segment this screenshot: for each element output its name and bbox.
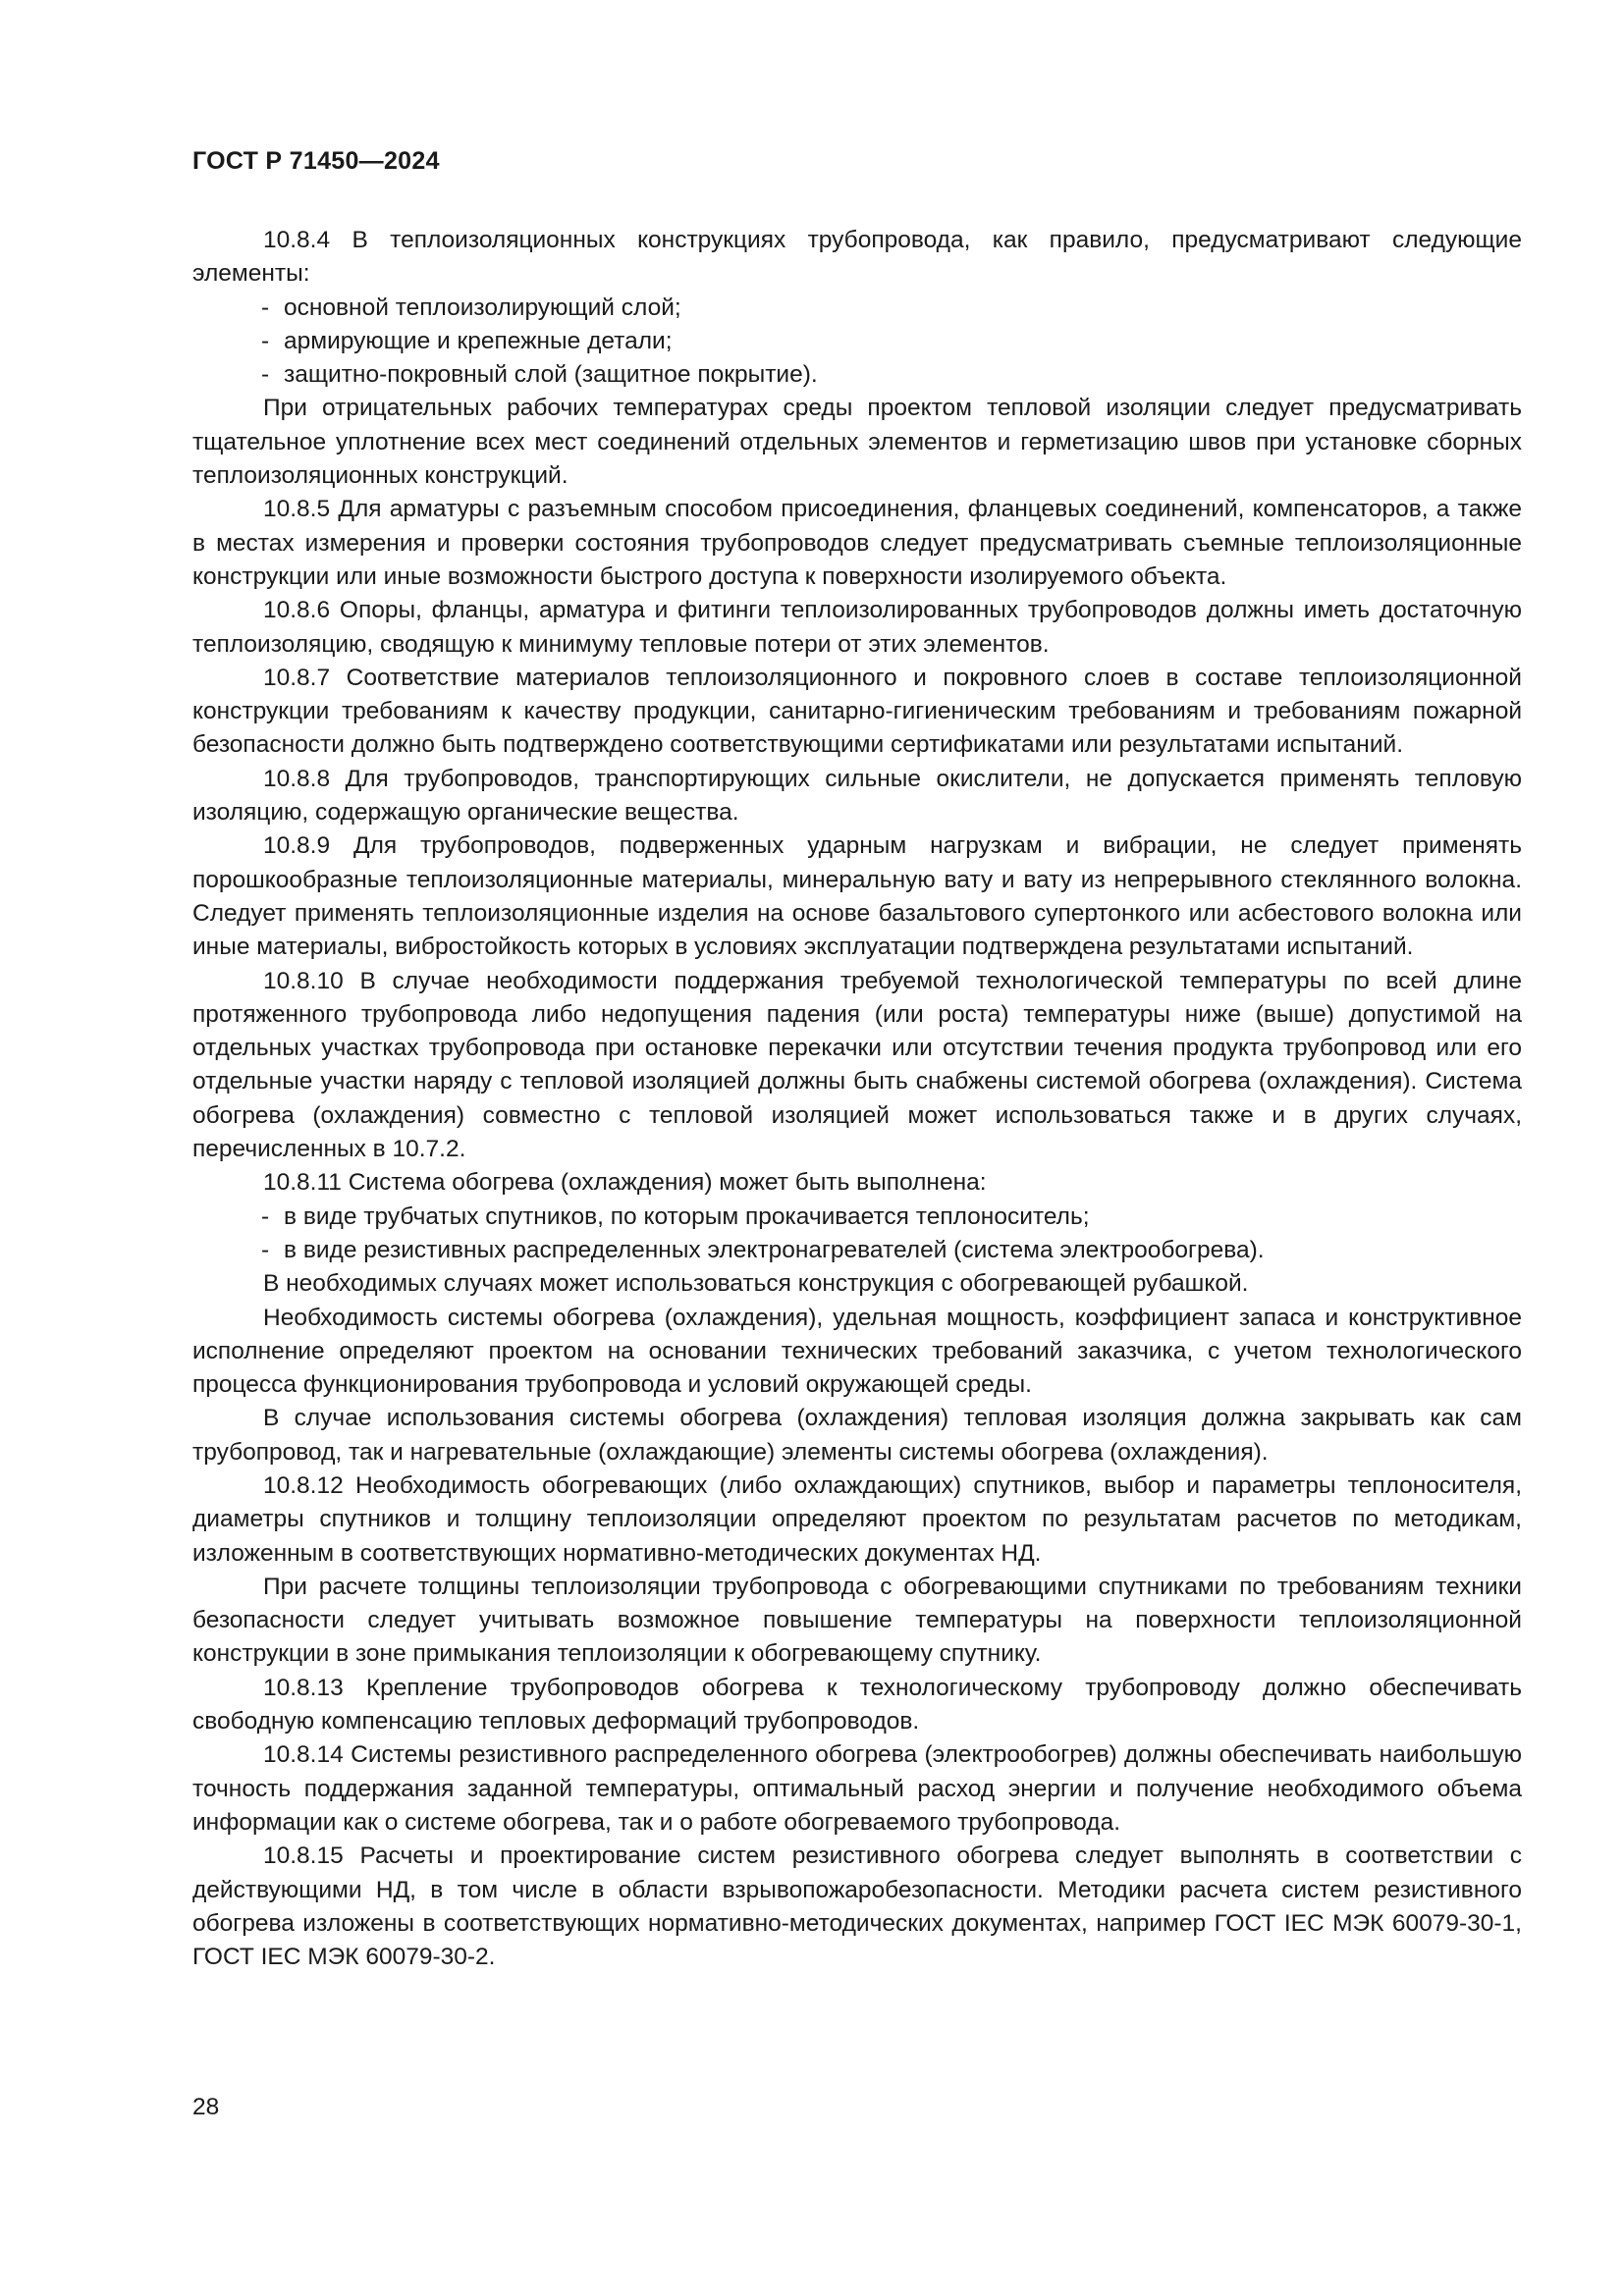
paragraph: 10.8.7 Соответствие материалов теплоизоляционного и покровного слоев в составе теплоизоляционной конструкции требованиям к качеству продукции, санитарно-гигиеническим требованиям и требованиям пожарной безопасности должно быть подтверждено соответствующими сертификатами или результатами испытаний. bbox=[192, 664, 1522, 759]
paragraph: 10.8.10 В случае необходимости поддержания требуемой технологической температуры по всей длине протяженного трубопровода либо недопущения падения (или роста) температуры ниже (выше) допустимой на отдельных участках трубопровода при остановке перекачки или отсутствии течения продукта трубопровод или его отдельные участки наряду с тепловой изоляцией должны быть снабжены системой обогрева (охлаждения). Система обогрева (охлаждения) совместно с тепловой изоляцией может использоваться также и в других случаях, перечисленных в 10.7.2. bbox=[192, 967, 1522, 1163]
list-item bbox=[192, 358, 1522, 392]
list-item bbox=[192, 325, 1522, 358]
paragraph: 10.8.4 В теплоизоляционных конструкциях трубопровода, как правило, предусматривают следующие элементы: bbox=[192, 227, 1522, 288]
list-item-text: в виде трубчатых спутников, по которым прокачивается теплоноситель; bbox=[284, 1202, 1090, 1230]
list-item bbox=[192, 292, 1522, 325]
list-marker: - bbox=[261, 1236, 270, 1263]
paragraph: 10.8.9 Для трубопроводов, подверженных ударным нагрузкам и вибрации, не следует применять порошкообразные теплоизоляционные материалы, минеральную вату и вату из непрерывного стеклянного волокна. Следует применять теплоизоляционные изделия на основе базальтового супертонкого или асбестового волокна или иные материалы, вибростойкость которых в условиях эксплуатации подтверждена результатами испытаний. bbox=[192, 832, 1522, 961]
list-item-text: в виде резистивных распределенных электронагревателей (система электрообогрева). bbox=[284, 1236, 1265, 1263]
list-marker: - bbox=[261, 327, 270, 354]
document-body bbox=[192, 224, 1522, 1974]
paragraph: При отрицательных рабочих температурах среды проектом тепловой изоляции следует предусматривать тщательное уплотнение всех мест соединений отдельных элементов и герметизацию швов при установке сборных теплоизоляционных конструкций. bbox=[192, 395, 1522, 490]
paragraph: 10.8.12 Необходимость обогревающих (либо охлаждающих) спутников, выбор и параметры теплоносителя, диаметры спутников и толщину теплоизоляции определяют проектом по результатам расчетов по методикам, изложенным в соответствующих нормативно-методических документах НД. bbox=[192, 1471, 1522, 1567]
list-item-text: армирующие и крепежные детали; bbox=[284, 327, 673, 354]
paragraph: 10.8.14 Системы резистивного распределенного обогрева (электрообогрев) должны обеспечивать наибольшую точность поддержания заданной температуры, оптимальный расход энергии и получение необходимого объема информации как о системе обогрева, так и о работе обогреваемого трубопровода. bbox=[192, 1741, 1522, 1836]
paragraph: 10.8.8 Для трубопроводов, транспортирующих сильные окислители, не допускается применять тепловую изоляцию, содержащую органические вещества. bbox=[192, 765, 1522, 827]
paragraph: 10.8.15 Расчеты и проектирование систем резистивного обогрева следует выполнять в соответствии с действующими НД, в том числе в области взрывопожаробезопасности. Методики расчета систем резистивного обогрева изложены в соответствующих нормативно-методических документах, например ГОСТ IEC МЭК 60079-30-1, ГОСТ IEC МЭК 60079-30-2. bbox=[192, 1842, 1522, 1971]
list-marker: - bbox=[261, 1202, 270, 1230]
paragraph: 10.8.13 Крепление трубопроводов обогрева к технологическому трубопроводу должно обеспечивать свободную компенсацию тепловых деформаций трубопроводов. bbox=[192, 1674, 1522, 1735]
list-marker: - bbox=[261, 294, 270, 321]
paragraph: При расчете толщины теплоизоляции трубопровода с обогревающими спутниками по требованиям техники безопасности следует учитывать возможное повышение температуры на поверхности теплоизоляционной конструкции в зоне примыкания теплоизоляции к обогревающему спутнику. bbox=[192, 1573, 1522, 1668]
paragraph: 10.8.5 Для арматуры с разъемным способом присоединения, фланцевых соединений, компенсаторов, а также в местах измерения и проверки состояния трубопроводов следует предусматривать съемные теплоизоляционные конструкции или иные возможности быстрого доступа к поверхности изолируемого объекта. bbox=[192, 496, 1522, 590]
paragraph: 10.8.6 Опоры, фланцы, арматура и фитинги теплоизолированных трубопроводов должны иметь достаточную теплоизоляцию, сводящую к минимуму тепловые потери от этих элементов. bbox=[192, 597, 1522, 658]
list-marker: - bbox=[261, 361, 270, 389]
list-item-text: защитно-покровный слой (защитное покрытие). bbox=[284, 361, 818, 389]
paragraph: В необходимых случаях может использоваться конструкция с обогревающей рубашкой. bbox=[263, 1270, 1249, 1298]
list-item-text: основной теплоизолирующий слой; bbox=[284, 294, 681, 321]
page-number: 28 bbox=[192, 2094, 220, 2120]
paragraph: В случае использования системы обогрева (охлаждения) тепловая изоляция должна закрывать как сам трубопровод, так и нагревательные (охлаждающие) элементы системы обогрева (охлаждения). bbox=[192, 1405, 1522, 1466]
list-item bbox=[192, 1234, 1522, 1267]
paragraph: 10.8.11 Система обогрева (охлаждения) может быть выполнена: bbox=[263, 1169, 987, 1197]
list-item bbox=[192, 1201, 1522, 1234]
document-header-code: ГОСТ Р 71450—2024 bbox=[192, 147, 440, 175]
paragraph: Необходимость системы обогрева (охлаждения), удельная мощность, коэффициент запаса и конструктивное исполнение определяют проектом на основании технических требований заказчика, с учетом технологического процесса функционирования трубопровода и условий окружающей среды. bbox=[192, 1304, 1522, 1399]
